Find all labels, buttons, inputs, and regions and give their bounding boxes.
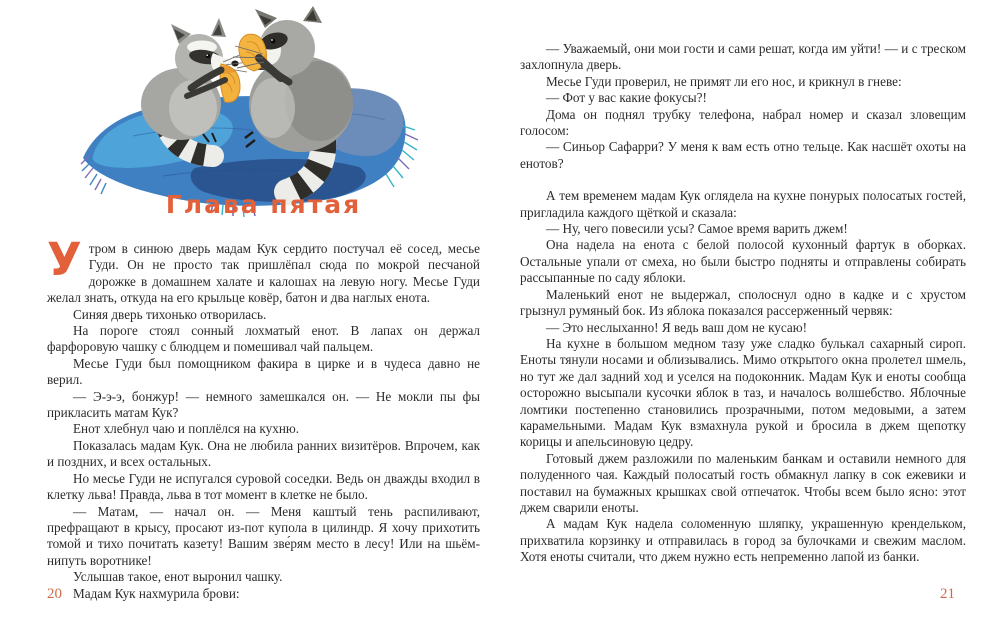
paragraph: Услышав такое, енот выронил чашку. [73, 569, 283, 585]
scene-break [520, 172, 966, 188]
drop-cap: У [47, 233, 82, 286]
paragraph: Енот хлебнул чаю и поплёлся на кухню. [73, 421, 300, 437]
left-page [47, 0, 480, 640]
paragraph: — Уважаемый, они мои гости и сами решат, когда им уйти! — и с треском захлопнула дверь. [520, 41, 966, 73]
paragraph: — Матам, — начал он. — Меня каштый тень распиливают, префращают в крысу, просают из-пот купола в цилиндр. Я хочу прихотить томой и тихо почитать казету! Вашим зве́рям место в лесу! Или на шьём-нипуть воротнике! [47, 503, 480, 568]
paragraph: А мадам Кук надела соломенную шляпку, украшенную крендельком, прихватила корзинку и отправилась в город за булочками и свежим маслом. Хотя еноты считали, что джем нужно есть непременно лапой из банки. [520, 516, 966, 565]
paragraph: Маленький енот не выдержал, сполоснул одно в кадке и с хрустом грызнул румяный бок. Из яблока показался рассерженный червяк: [520, 286, 966, 319]
left-page-text [47, 233, 480, 602]
paragraph: — Э-э-э, бонжур! — немного замешкался он. — Не мокли пы фы прикласить матам Кук? [47, 388, 480, 421]
paragraph: А тем временем мадам Кук оглядела на кухне понурых полосатых гостей, пригладила каждого щёткой и сказала: [520, 188, 966, 220]
paragraph: — Фот у вас какие фокусы?! [546, 90, 707, 106]
paragraph: На пороге стоял сонный лохматый енот. В лапах он держал фарфоровую чашку с блюдцем и помешивал чай пальцем. [47, 323, 480, 355]
paragraph: Но месье Гуди не испугался суровой соседки. Ведь он дважды входил в клетку льва! Правда, льва в тот момент в клетке не было. [47, 470, 480, 503]
raccoons-illustration [73, 6, 480, 218]
right-page [520, 0, 966, 640]
paragraph: Она надела на енота с белой полосой кухонный фартук в оборках. Остальные упали от смеха, но были быстро подняты и отправлены собирать рассыпанные по саду яблоки. [520, 237, 966, 286]
paragraph: — Ну, чего повесили усы? Самое время варить джем! [546, 221, 848, 237]
paragraph: Месье Гуди проверил, не примят ли его нос, и крикнул в гневе: [546, 73, 902, 89]
paragraph: Синяя дверь тихонько отворилась. [73, 306, 267, 322]
page-number-right: 21 [940, 586, 955, 602]
paragraph: Дома он поднял трубку телефона, набрал номер и сказал зловещим голосом: [520, 106, 966, 139]
paragraph: Месье Гуди был помощником факира в цирке и в чудеса давно не верил. [47, 355, 480, 388]
paragraph: — Синьор Сафарри? У меня к вам есть отно тельце. Как насшёт охоты на енотов? [520, 139, 966, 171]
paragraph: — Это неслыханно! Я ведь ваш дом не кусаю! [546, 319, 807, 335]
paragraph: Мадам Кук нахмурила брови: [73, 585, 240, 601]
paragraph: Готовый джем разложили по маленьким банкам и оставили немного для полуденного чая. Каждый полосатый гость обмакнул лапку в сок ежевики и поставил на бумажных крышках свой отпечаток. Чтобы всем было ясно: этот джем сварили еноты. [520, 450, 966, 515]
paragraph: На кухне в большом медном тазу уже сладко булькал сахарный сироп. Еноты тянули носами и облизывались. Мимо открытого окна пролетел шмель, но тут же дал задний ход и уселся на подоконник. Мадам Кук и еноты сообща осторожно высыпали кусочки яблок в таз, и началось волшебство. Яблочные ломтики постепенно становились прозрачными, потом медовыми, а затем карамельными. Мадам Кук взмахнула рукой и бросила в джем щепотку корицы и апельсиновую цедру. [520, 335, 966, 450]
paragraph: Показалась мадам Кук. Она не любила ранних визитёров. Впрочем, как и поздних, и всех остальных. [47, 437, 480, 470]
paragraph [47, 233, 480, 307]
chapter-title: Глава пятая [165, 190, 362, 219]
right-page-text [520, 41, 966, 566]
paragraph-text: тром в синюю дверь мадам Кук сердито постучал её сосед, месье Гуди. Он не просто так пришлёпал сюда по мокрой песчаной дорожке в домашнем халате и калошах на левую ногу. Месье Гуди желал знать, откуда на его крыльце ковёр, батон и два наглых енота. [47, 241, 480, 306]
page-number-left: 20 [47, 586, 62, 602]
